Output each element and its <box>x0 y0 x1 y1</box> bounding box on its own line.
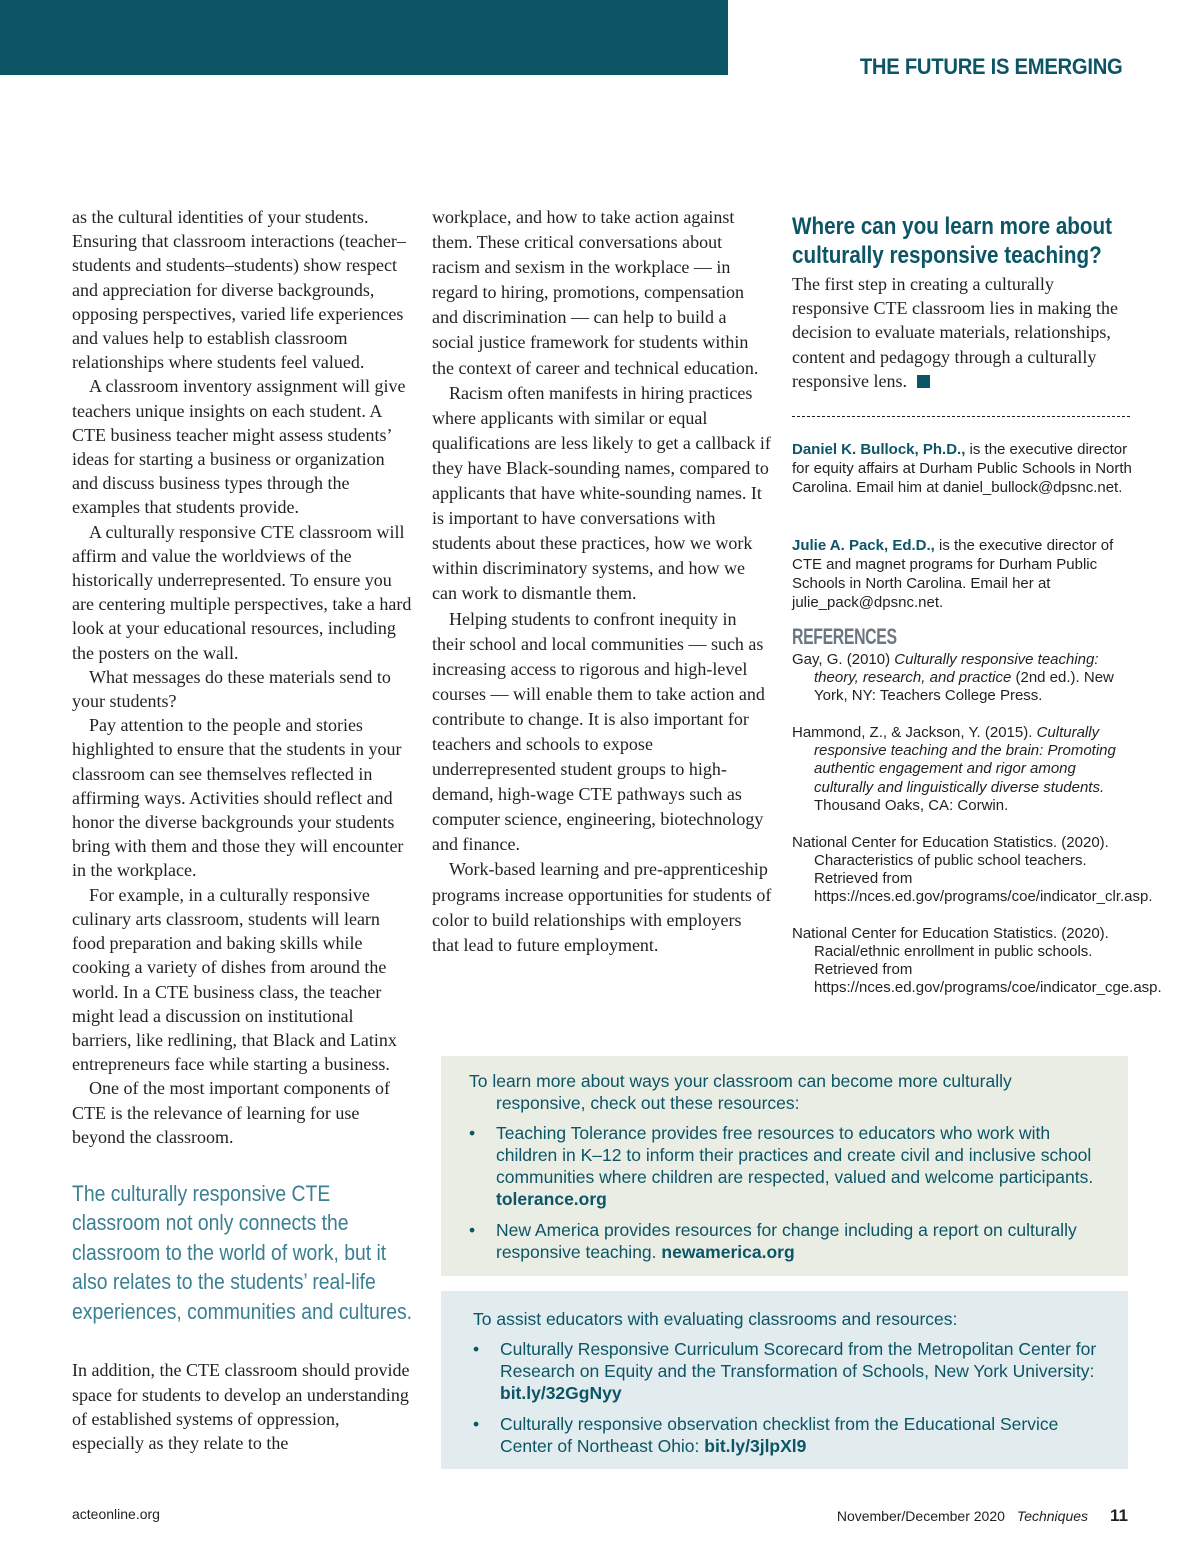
author-bio <box>792 440 1134 497</box>
section-title: THE FUTURE IS EMERGING <box>860 54 1123 79</box>
resources-list <box>469 1122 1098 1263</box>
resources-intro: To assist educators with evaluating classrooms and resources: <box>473 1309 958 1329</box>
paragraph: One of the most important components of CTE is the relevance of learning for use beyond the classroom. <box>72 1078 390 1147</box>
resources-intro: To learn more about ways your classroom can become more culturally responsive, check out these resources: <box>469 1071 1012 1113</box>
sidebar-heading: Where can you learn more about culturally responsive teaching? <box>792 213 1113 269</box>
paragraph: Work-based learning and pre-apprenticeship programs increase opportunities for students of color to build relationships with employers that lead to future employment. <box>432 859 772 955</box>
author-bio <box>792 536 1134 612</box>
divider <box>792 416 1130 418</box>
footer-issue: November/December 2020 <box>836 1508 1005 1524</box>
resource-link[interactable]: tolerance.org <box>496 1189 607 1209</box>
reference-item <box>792 724 1137 814</box>
author-bio-text: is the executive director of CTE and magnet programs for Durham Public Schools in North Carolina. Email her at julie_pack@dpsnc.net. <box>792 537 1114 611</box>
reference-text: Thousand Oaks, CA: Corwin. <box>814 796 1009 814</box>
paragraph: In addition, the CTE classroom should provide space for students to develop an understanding of established systems of oppression, especially as they relate to the <box>72 1360 410 1454</box>
paragraph: Helping students to confront inequity in their school and local communities — such as increasing access to rigorous and high-level courses — will enable them to take action and contribute to change. It is also important for teachers and schools to expose underrepresented student groups to high-demand, high-wage CTE pathways such as computer science, engineering, biotechnology and finance. <box>432 608 765 855</box>
reference-title: Culturally responsive teaching: theory, research, and practice <box>814 651 1099 687</box>
list-item-text: Teaching Tolerance provides free resources to educators who work with children in K–12 to inform their practices and create civil and inclusive school communities where children are respected, valued and welcome participants. <box>496 1123 1094 1187</box>
list-item-text: Culturally Responsive Curriculum Scorecard from the Metropolitan Center for Research on Equity and the Transformation of Schools, New York University: <box>500 1339 1097 1381</box>
reference-item <box>792 833 1153 906</box>
page-number: 11 <box>1110 1506 1128 1525</box>
end-mark-icon <box>917 375 930 388</box>
author-name: Daniel K. Bullock, Ph.D., <box>792 441 966 458</box>
paragraph: Pay attention to the people and stories highlighted to ensure that the students in your classroom can see themselves reflected in affirming ways. Activities should reflect and honor the diverse backgrounds your students bring with them and those they will encounter in the workplace. <box>72 715 404 881</box>
reference-text: Gay, G. (2010) <box>792 651 895 668</box>
list-item-text: New America provides resources for change including a report on culturally responsive teaching. <box>496 1220 1077 1262</box>
evaluation-resources-box <box>441 1291 1128 1469</box>
sidebar-body-text: The first step in creating a culturally responsive CTE classroom lies in making the decision to evaluate materials, relationships, content and pedagogy through a culturally responsive lens. <box>792 274 1118 391</box>
article-column-2 <box>432 205 772 958</box>
footer-issue-info <box>837 1506 1128 1526</box>
sidebar-body <box>792 272 1134 393</box>
resource-link[interactable]: newamerica.org <box>661 1242 795 1262</box>
list-item <box>473 1413 1098 1457</box>
paragraph: For example, in a culturally responsive culinary arts classroom, students will learn food preparation and baking skills while cooking a variety of dishes from around the world. In a CTE business class, the teacher might lead a discussion on institutional barriers, like redlining, that Black and Latinx entrepreneurs face while starting a business. <box>72 884 397 1075</box>
paragraph: Racism often manifests in hiring practices where applicants with similar or equal qualifications are less likely to get a callback if they have Black-sounding names, compared to applicants that have white-sounding names. It is important to have conversations with students about these practices, how we work within discriminatory systems, and how we can work to dismantle them. <box>432 382 771 604</box>
reference-text: (2nd ed.). New York, NY: Teachers College Press. <box>814 669 1114 705</box>
list-item <box>469 1122 1098 1210</box>
reference-item <box>792 925 1162 997</box>
reference-item <box>792 651 1137 705</box>
sidebar-callout <box>792 212 1134 393</box>
paragraph: as the cultural identities of your students. Ensuring that classroom interactions (teacher–students and students–students) show respect and appreciation for diverse backgrounds, opposing perspectives, varied life experiences and values help to establish classroom relationships where students feel valued. <box>72 207 406 373</box>
paragraph: workplace, and how to take action against them. These critical conversations about racism and sexism in the workplace — in regard to hiring, promotions, compensation and discrimination — can help to build a social justice framework for students within the context of career and technical education. <box>432 207 759 378</box>
reference-text: Hammond, Z., & Jackson, Y. (2015). <box>792 724 1037 742</box>
paragraph: A culturally responsive CTE classroom will affirm and value the worldviews of the historically underrepresented. To ensure you are centering multiple perspectives, take a hard look at your educational resources, including the posters on the wall. <box>72 521 412 663</box>
resources-box <box>441 1056 1128 1276</box>
article-column-1 <box>72 205 412 1455</box>
references-list <box>792 651 1162 1017</box>
footer-site: acteonline.org <box>72 1506 160 1522</box>
author-bio-text: is the executive director for equity affairs at Durham Public Schools in North Carolina. Email him at daniel_bullock@dpsnc.net. <box>792 441 1132 496</box>
reference-text: National Center for Education Statistics. (2020). Racial/ethnic enrollment in public schools. Retrieved from https://nces.ed.gov/programs/coe/indicator_cge.asp. <box>792 925 1162 997</box>
list-item <box>473 1338 1098 1404</box>
author-name: Julie A. Pack, Ed.D., <box>792 537 935 554</box>
footer-magazine: Techniques <box>1016 1508 1089 1524</box>
bullet-icon: • <box>469 1123 476 1143</box>
list-item <box>469 1219 1098 1263</box>
bullet-icon: • <box>473 1414 480 1434</box>
resource-link[interactable]: bit.ly/32GgNyy <box>500 1383 622 1403</box>
references-heading: REFERENCES <box>792 624 897 649</box>
header-color-bar <box>0 0 728 75</box>
paragraph: What messages do these materials send to your students? <box>72 666 391 712</box>
paragraph: A classroom inventory assignment will give teachers unique insights on each student. A CTE business teacher might assess students’ ideas for starting a business or organization and discuss business types through the examples that students provide. <box>72 376 406 518</box>
reference-text: National Center for Education Statistics. (2020). Characteristics of public school teachers. Retrieved from https://nces.ed.gov/programs/coe/indicator_clr.asp. <box>792 833 1153 906</box>
pull-quote: The culturally responsive CTE classroom not only connects the classroom to the world of work, but it also relates to the students’ real-life experiences, communities and cultures. <box>72 1180 413 1324</box>
bullet-icon: • <box>469 1220 476 1240</box>
reference-title: Culturally responsive teaching and the brain: Promoting authentic engagement and rigor among culturally and linguistically diverse students. <box>814 724 1116 796</box>
list-item-text: Culturally responsive observation checklist from the Educational Service Center of Northeast Ohio: <box>500 1414 1059 1456</box>
bullet-icon: • <box>473 1339 480 1359</box>
resource-link[interactable]: bit.ly/3jlpXl9 <box>704 1436 807 1456</box>
resources-list <box>473 1338 1098 1457</box>
